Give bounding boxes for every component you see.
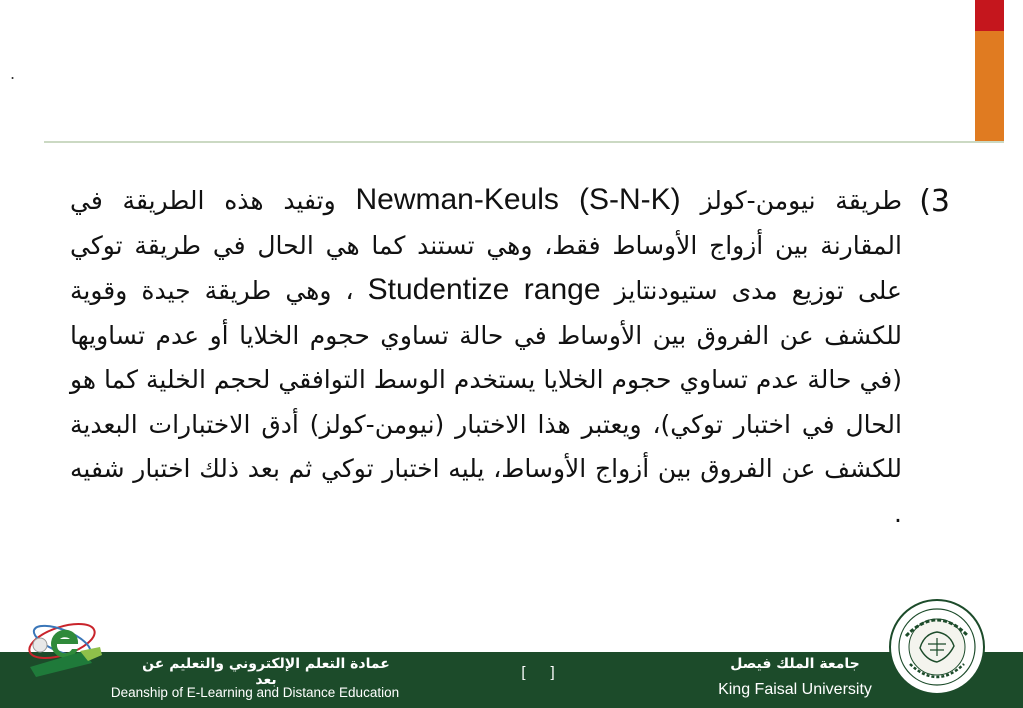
item-number: (3 [919, 184, 950, 219]
method-name-latin: Newman-Keuls (S-N-K) [355, 183, 681, 216]
deanship-name-en: Deanship of E-Learning and Distance Education [110, 685, 400, 700]
accent-bar-orange [975, 31, 1004, 142]
paragraph-part-2: وتفيد هذه الطريقة في المقارنة بين أزواج الأوساط فقط، وهي تستند كما هي الحال في طريقة توكي على توزيع مدى ستيودنتايز [70, 186, 902, 305]
paragraph-part-1: طريقة نيومن-كولز [680, 186, 903, 215]
university-name-en: King Faisal University [718, 681, 872, 698]
item-paragraph [70, 178, 902, 536]
kfu-seal-icon [888, 598, 986, 696]
page-number: [ ] [521, 664, 555, 681]
studentize-range-latin: Studentize range [367, 273, 601, 306]
paragraph-part-3: ، وهي طريقة جيدة وقوية للكشف عن الفروق بين الأوساط في حالة تساوي حجوم الخلايا أو عدم تساويها (في حالة عدم تساوي حجوم الخلايا يستخدم الوسط التوافقي لحجم الخلية كما هو الحال في اختبار توكي)، ويعتبر هذا الاختبار (نيومن-كولز) أدق الاختبارات البعدية للكشف عن الفروق بين أزواج الأوساط، يليه اختبار توكي ثم بعد ذلك اختبار شفيه . [70, 276, 902, 528]
elearning-logo-icon [22, 611, 108, 685]
deanship-name-ar: عمادة التعلم الإلكتروني والتعليم عن بعد [142, 656, 390, 688]
corner-mark: . [10, 64, 16, 83]
accent-bar-red [975, 0, 1004, 31]
slide-body [70, 178, 950, 536]
university-name-ar: جامعة الملك فيصل [730, 656, 860, 672]
header-divider [44, 141, 1004, 143]
